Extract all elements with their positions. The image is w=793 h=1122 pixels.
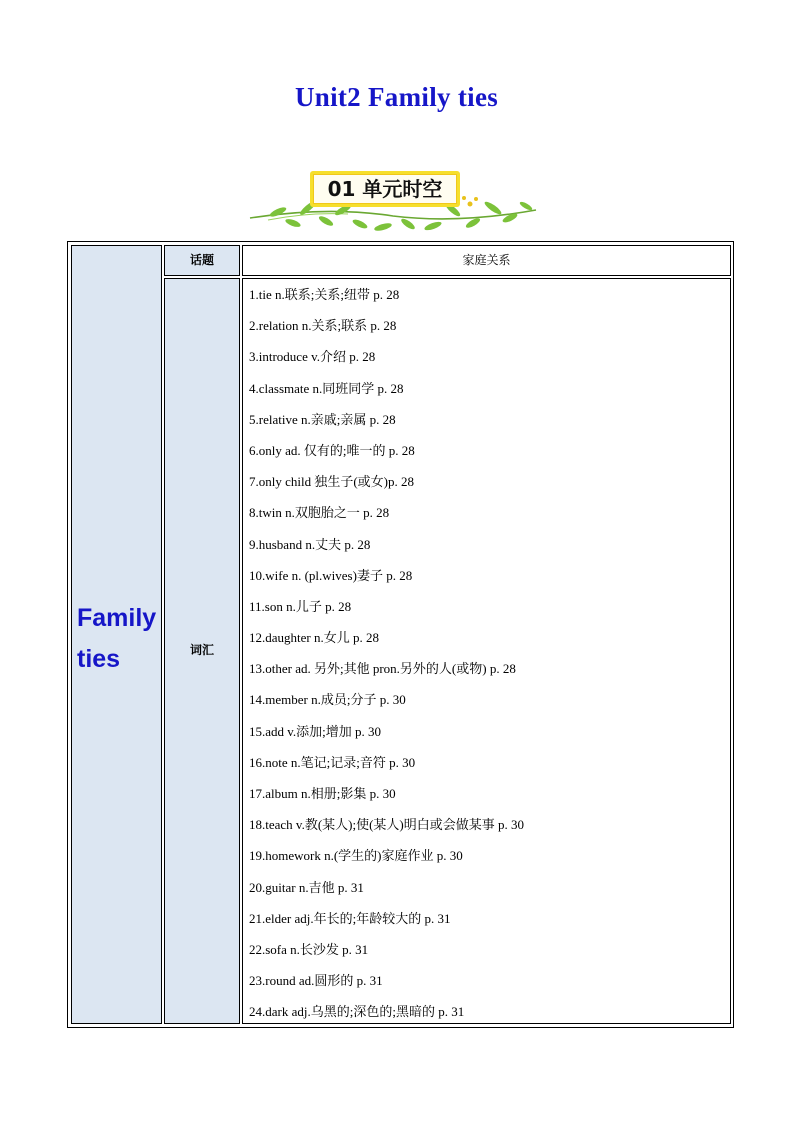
vocab-item: 12.daughter n.女儿 p. 28 [249, 630, 379, 646]
topic-header: 话题 [164, 245, 240, 276]
vocab-header-cell [164, 278, 240, 1024]
vocab-item: 11.son n.儿子 p. 28 [249, 598, 352, 614]
unit-label-line-1: Family [77, 604, 157, 632]
vocab-item: 8.twin n.双胞胎之一 p. 28 [249, 505, 390, 521]
vocab-item: 7.only child 独生子(或女)p. 28 [249, 474, 415, 490]
unit-overview-table [67, 241, 734, 1028]
vocab-list-cell [242, 278, 731, 1024]
vocab-list [249, 286, 524, 1035]
vocab-item: 9.husband n.丈夫 p. 28 [249, 536, 371, 552]
unit-label-line-2: ties [77, 645, 121, 673]
topic-value: 家庭关系 [242, 245, 731, 276]
vocab-item: 1.tie n.联系;关系;纽带 p. 28 [249, 287, 400, 302]
vocab-item: 5.relative n.亲戚;亲属 p. 28 [249, 411, 396, 427]
unit-label [77, 598, 156, 680]
vocab-item: 13.other ad. 另外;其他 pron.另外的人(或物) p. 28 [249, 661, 516, 677]
section-banner [248, 166, 538, 238]
vocab-item: 14.member n.成员;分子 p. 30 [249, 692, 406, 708]
vocab-item: 23.round ad.圆形的 p. 31 [249, 973, 383, 989]
banner-label: 01 单元时空 [313, 174, 457, 204]
vocab-item: 15.add v.添加;增加 p. 30 [249, 723, 382, 739]
vocab-item: 17.album n.相册;影集 p. 30 [249, 786, 396, 801]
vocab-item: 2.relation n.关系;联系 p. 28 [249, 318, 397, 334]
banner-label-box [310, 171, 460, 207]
document-title: Unit2 Family ties [294, 82, 499, 112]
vocab-item: 21.elder adj.年长的;年龄较大的 p. 31 [249, 910, 451, 926]
vocab-item: 22.sofa n.长沙发 p. 31 [249, 941, 369, 957]
vocab-header: 词汇 [189, 643, 214, 657]
vocab-item: 4.classmate n.同班同学 p. 28 [249, 380, 404, 396]
vocab-item: 10.wife n. (pl.wives)妻子 p. 28 [249, 567, 413, 583]
vocab-item: 3.introduce v.介绍 p. 28 [249, 349, 376, 365]
vocab-item: 24.dark adj.乌黑的;深色的;黑暗的 p. 31 [249, 1004, 465, 1020]
unit-label-cell [71, 245, 162, 1024]
vocab-item: 16.note n.笔记;记录;音符 p. 30 [249, 754, 416, 770]
vocab-item: 20.guitar n.吉他 p. 31 [249, 879, 364, 895]
vocab-item: 6.only ad. 仅有的;唯一的 p. 28 [249, 442, 415, 458]
vocab-item: 18.teach v.教(某人);使(某人)明白或会做某事 p. 30 [249, 817, 525, 833]
vocab-item: 19.homework n.(学生的)家庭作业 p. 30 [249, 848, 463, 864]
